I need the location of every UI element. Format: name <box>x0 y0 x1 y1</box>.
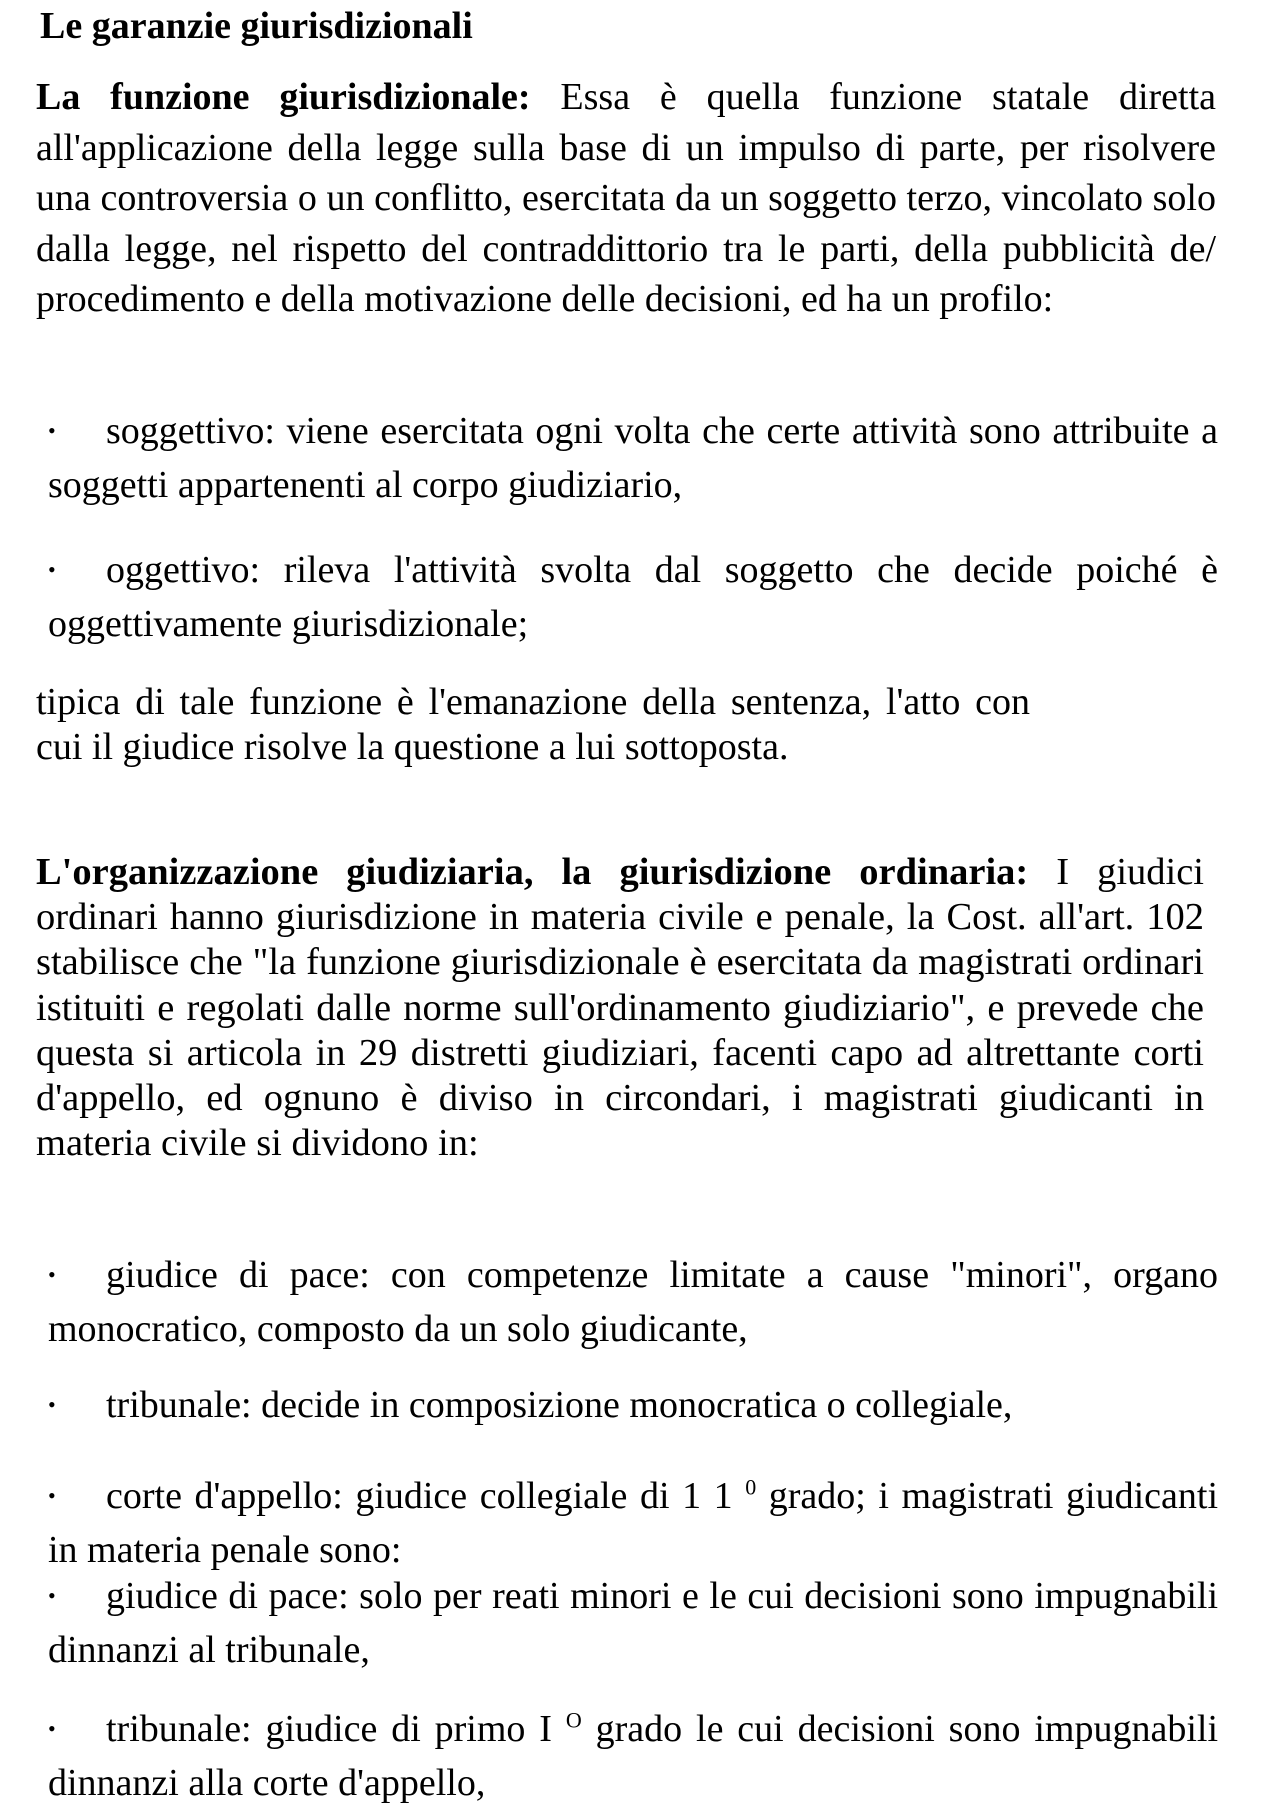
list-item-text: tribunale: decide in composizione monocratica o collegiale, <box>106 1384 1013 1426</box>
paragraph-text: Essa è quella funzione statale diretta all'applicazione della legge sulla base di un impulso di parte, per risolvere una controversia o un conflitto, esercitata da un soggetto terzo, vincolato solo dalla legge, nel rispetto del contraddittorio tra le parti, della pubblicità de/ procedimento e della motivazione delle decisioni, ed ha un profilo: <box>36 76 1217 320</box>
bullet-icon: • <box>48 417 56 443</box>
list-item <box>48 1380 1218 1434</box>
bullet-icon: • <box>48 1261 56 1287</box>
bullet-icon: • <box>48 1391 56 1417</box>
list-item-text: corte d'appello: giudice collegiale di 1 1 <box>106 1475 746 1517</box>
list-item <box>48 1471 1218 1576</box>
bullet-icon: • <box>48 556 56 582</box>
list-item <box>48 545 1218 650</box>
list-item-text: giudice di pace: solo per reati minori e le cui decisioni sono impugnabili dinnanzi al tribunale, <box>48 1575 1218 1671</box>
section-heading: La funzione giurisdizionale: <box>36 76 531 118</box>
list-item-text: oggettivo: rileva l'attività svolta dal soggetto che decide poiché è oggettivamente giurisdizionale; <box>48 549 1218 645</box>
ordinal-superscript: O <box>565 1707 582 1733</box>
list-item-text: grado; i magistrati giudicanti in materia penale sono: <box>48 1475 1219 1571</box>
paragraph-funzione-giurisdizionale <box>36 72 1216 325</box>
list-item <box>48 1704 1218 1809</box>
paragraph-text: I giudici ordinari hanno giurisdizione in materia civile e penale, la Cost. all'art. 102 stabilisce che "la funzione giurisdizionale è esercitata da magistrati ordinari istituiti e regolati dalle norme sull'ordinamento giudiziario", e prevede che questa si articola in 29 distretti giudiziari, facenti capo ad altrettante corti d'appello, ed ognuno è diviso in circondari, i magistrati giudicanti in materia civile si dividono in: <box>36 851 1205 1165</box>
list-item-text: giudice di pace: con competenze limitate a cause "minori", organo monocratico, composto da un solo giudicante, <box>48 1254 1218 1350</box>
list-item-text: soggettivo: viene esercitata ogni volta che certe attività sono attribuite a soggetti appartenenti al corpo giudiziario, <box>48 410 1218 506</box>
document-title: Le garanzie giurisdizionali <box>40 5 473 47</box>
bullet-icon: • <box>48 1715 56 1741</box>
list-item-text: grado le cui decisioni sono impugnabili dinnanzi alla corte d'appello, <box>48 1708 1218 1804</box>
bullet-icon: • <box>48 1582 56 1608</box>
list-item-text: tribunale: giudice di primo I <box>106 1708 566 1750</box>
paragraph-organizzazione-giudiziaria <box>36 850 1204 1166</box>
section-heading: L'organizzazione giudiziaria, la giurisdizione ordinaria: <box>36 851 1029 893</box>
list-item <box>48 1250 1218 1355</box>
ordinal-superscript: 0 <box>745 1474 757 1500</box>
paragraph-sentenza: tipica di tale funzione è l'emanazione della sentenza, l'atto con cui il giudice risolve la questione a lui sottoposta. <box>36 681 1030 768</box>
list-item <box>48 1571 1218 1676</box>
list-item <box>48 406 1218 511</box>
bullet-icon: • <box>48 1482 56 1508</box>
